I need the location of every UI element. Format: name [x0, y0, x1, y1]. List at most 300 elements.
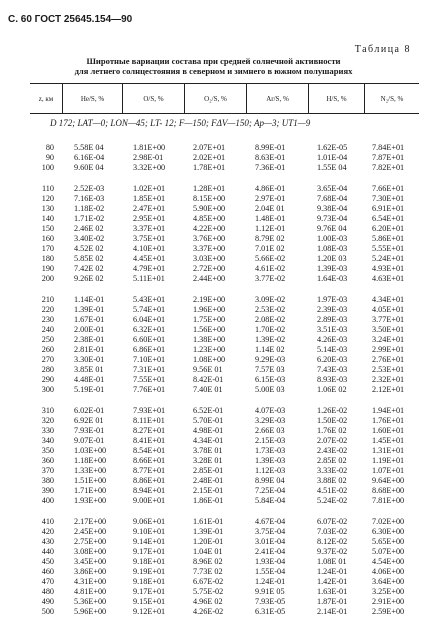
h-cell: 1.62E-05 — [317, 143, 348, 152]
h-cell: 1.26E-02 — [317, 406, 348, 415]
n2-cell: 7.66E+01 — [372, 184, 405, 193]
o2-cell: 1.75E+00 — [193, 315, 226, 324]
table-row — [0, 244, 427, 254]
he-cell: 1.18E-02 — [74, 204, 105, 213]
h-cell: 2.39E-03 — [317, 305, 348, 314]
h-cell: 7.43E-03 — [317, 365, 348, 374]
n2-cell: 6.30E+00 — [372, 527, 405, 536]
o-cell: 4.45E+01 — [133, 254, 166, 263]
table-row — [0, 517, 427, 527]
o-cell: 6.86E+01 — [133, 345, 166, 354]
altitude-cell: 490 — [41, 597, 54, 606]
ar-cell: 3.29E-03 — [255, 416, 286, 425]
o-cell: 3.75E+01 — [133, 234, 166, 243]
o2-cell: 8.96E 02 — [193, 557, 223, 566]
o2-cell: 1.38E+00 — [193, 335, 226, 344]
h-cell: 7.68E-04 — [317, 194, 348, 203]
o-cell: 9.00E+01 — [133, 496, 166, 505]
he-cell: 1.03E+00 — [74, 446, 107, 455]
he-cell: 9.26E 02 — [74, 274, 104, 283]
n2-cell: 3.24E+01 — [372, 335, 405, 344]
ar-cell: 7.25E-04 — [255, 486, 286, 495]
ar-cell: 7.93E-05 — [255, 597, 286, 606]
table-row — [0, 234, 427, 244]
he-cell: 1.33E+00 — [74, 466, 107, 475]
ar-cell: 7.01E 02 — [255, 244, 285, 253]
o-cell: 6.32E+01 — [133, 325, 166, 334]
altitude-cell: 390 — [41, 486, 54, 495]
o2-cell: 1.39E-01 — [193, 527, 224, 536]
o-cell: 1.81E+00 — [133, 143, 166, 152]
o-cell: 3.32E+00 — [133, 163, 166, 172]
h-cell: 1.00E-03 — [317, 234, 348, 243]
o-cell: 8.11E+01 — [133, 416, 165, 425]
o-cell: 5.11E+01 — [133, 274, 165, 283]
ar-cell: 9.29E-03 — [255, 355, 286, 364]
o-cell: 8.86E+01 — [133, 476, 166, 485]
ar-cell: 1.39E-02 — [255, 335, 286, 344]
h-cell: 6.07E-02 — [317, 517, 348, 526]
n2-cell: 4.93E+01 — [372, 264, 405, 273]
altitude-cell: 500 — [41, 607, 54, 616]
ar-cell: 2.41E-04 — [255, 547, 286, 556]
o-cell: 5.43E+01 — [133, 295, 166, 304]
page-header: С. 60 ГОСТ 25645.154—90 — [8, 14, 133, 25]
table-caption — [0, 56, 427, 76]
ar-cell: 7.36E-01 — [255, 163, 286, 172]
he-cell: 3.08E+00 — [74, 547, 107, 556]
he-cell: 5.96E+00 — [74, 607, 107, 616]
o-cell: 8.41E+01 — [133, 436, 166, 445]
o2-cell: 6.67E-02 — [193, 577, 224, 586]
o-cell: 7.10E+01 — [133, 355, 166, 364]
altitude-cell: 100 — [41, 163, 54, 172]
h-cell: 1.39E-03 — [317, 264, 348, 273]
altitude-cell: 270 — [41, 355, 54, 364]
altitude-cell: 240 — [41, 325, 54, 334]
o-cell: 4.79E+01 — [133, 264, 166, 273]
n2-cell: 7.30E+01 — [372, 194, 405, 203]
h-cell: 9.73E-04 — [317, 214, 348, 223]
h-cell: 1.01E-04 — [317, 153, 348, 162]
ar-cell: 4.86E-01 — [255, 184, 286, 193]
table-row — [0, 194, 427, 204]
o-cell: 9.17E+01 — [133, 587, 166, 596]
table-row — [0, 345, 427, 355]
table-row — [0, 406, 427, 416]
n2-cell: 4.05E+01 — [372, 305, 405, 314]
o2-cell: 4.98E-01 — [193, 426, 224, 435]
n2-cell: 5.24E+01 — [372, 254, 405, 263]
header-rule-bottom — [30, 113, 419, 114]
table-row — [0, 597, 427, 607]
o-cell: 9.10E+01 — [133, 527, 166, 536]
table-row — [0, 274, 427, 284]
o-cell: 9.14E+01 — [133, 537, 166, 546]
h-cell: 1.64E-03 — [317, 274, 348, 283]
n2-cell: 2.53E+01 — [372, 365, 405, 374]
he-cell: 1.67E-01 — [74, 315, 105, 324]
o2-cell: 4.26E-02 — [193, 607, 224, 616]
ar-cell: 5.66E-02 — [255, 254, 286, 263]
altitude-cell: 460 — [41, 567, 54, 576]
he-cell: 6.16E-04 — [74, 153, 105, 162]
n2-cell: 2.91E+00 — [372, 597, 405, 606]
altitude-cell: 400 — [41, 496, 54, 505]
o2-cell: 1.86E-01 — [193, 496, 224, 505]
ar-cell: 1.39E-03 — [255, 456, 286, 465]
h-cell: 2.85E 02 — [317, 456, 347, 465]
o2-cell: 5.70E-01 — [193, 416, 224, 425]
n2-cell: 2.12E+01 — [372, 385, 405, 394]
he-cell: 3.86E+00 — [74, 567, 107, 576]
table-row — [0, 184, 427, 194]
he-cell: 7.42E 02 — [74, 264, 104, 273]
altitude-cell: 160 — [41, 234, 54, 243]
n2-cell: 8.68E+00 — [372, 486, 405, 495]
altitude-cell: 90 — [45, 153, 54, 162]
o2-cell: 4.22E+00 — [193, 224, 226, 233]
h-cell: 1.76E 02 — [317, 426, 347, 435]
o-cell: 3.37E+01 — [133, 224, 166, 233]
table-row — [0, 385, 427, 395]
altitude-cell: 120 — [41, 194, 54, 203]
ar-cell: 3.09E-02 — [255, 295, 286, 304]
o2-cell: 8.15E+00 — [193, 194, 226, 203]
h-cell: 1.24E-01 — [317, 567, 348, 576]
table-row — [0, 295, 427, 305]
table-row — [0, 153, 427, 163]
h-cell: 6.20E-03 — [317, 355, 348, 364]
n2-cell: 3.50E+01 — [372, 325, 405, 334]
h-cell: 2.14E-01 — [317, 607, 348, 616]
n2-cell: 5.55E+01 — [372, 244, 405, 253]
n2-cell: 4.54E+00 — [372, 557, 405, 566]
o2-cell: 7.40E 01 — [193, 385, 223, 394]
he-cell: 7.93E-01 — [74, 426, 105, 435]
table-row — [0, 355, 427, 365]
table-row — [0, 446, 427, 456]
he-cell: 2.38E-01 — [74, 335, 105, 344]
o2-cell: 5.90E+00 — [193, 204, 226, 213]
o-cell: 8.94E+01 — [133, 486, 166, 495]
o2-cell: 4.34E-01 — [193, 436, 224, 445]
o2-cell: 2.85E-01 — [193, 466, 224, 475]
h-cell: 8.12E-02 — [317, 537, 348, 546]
he-cell: 4.81E+00 — [74, 587, 107, 596]
o-cell: 9.18E+01 — [133, 557, 166, 566]
h-cell: 1.06E 02 — [317, 385, 347, 394]
he-cell: 1.51E+00 — [74, 476, 107, 485]
o2-cell: 1.61E-01 — [193, 517, 224, 526]
altitude-cell: 220 — [41, 305, 54, 314]
o2-cell: 3.78E 01 — [193, 446, 223, 455]
n2-cell: 4.34E+01 — [372, 295, 405, 304]
table-row — [0, 315, 427, 325]
table-row — [0, 143, 427, 153]
he-cell: 3.40E-02 — [74, 234, 105, 243]
table-row — [0, 204, 427, 214]
altitude-cell: 200 — [41, 274, 54, 283]
altitude-cell: 300 — [41, 385, 54, 394]
row-group — [0, 143, 427, 173]
he-cell: 1.39E-01 — [74, 305, 105, 314]
o-cell: 1.85E+01 — [133, 194, 166, 203]
n2-cell: 1.19E+01 — [372, 456, 405, 465]
n2-cell: 1.60E+01 — [372, 426, 405, 435]
ar-cell: 2.15E-03 — [255, 436, 286, 445]
col-header-n2: N₂/S, % — [364, 84, 419, 113]
ar-cell: 1.93E-04 — [255, 557, 286, 566]
ar-cell: 7.57E 03 — [255, 365, 285, 374]
row-group — [0, 295, 427, 395]
h-cell: 8.93E-03 — [317, 375, 348, 384]
he-cell: 5.36E+00 — [74, 597, 107, 606]
altitude-cell: 130 — [41, 204, 54, 213]
table-row — [0, 375, 427, 385]
col-header-o2: O₂/S, % — [184, 84, 246, 113]
table-row — [0, 254, 427, 264]
ar-cell: 8.99E-01 — [255, 143, 286, 152]
table-body — [0, 143, 427, 628]
table-row — [0, 537, 427, 547]
o2-cell: 2.48E-01 — [193, 476, 224, 485]
ar-cell: 6.31E-05 — [255, 607, 286, 616]
table-row — [0, 587, 427, 597]
ar-cell: 2.04E 01 — [255, 204, 285, 213]
o2-cell: 2.19E+00 — [193, 295, 226, 304]
o-cell: 1.02E+01 — [133, 184, 166, 193]
o-cell: 9.15E+01 — [133, 597, 166, 606]
table-row — [0, 335, 427, 345]
n2-cell: 2.76E+01 — [372, 355, 405, 364]
n2-cell: 1.07E+01 — [372, 466, 405, 475]
n2-cell: 4.06E+00 — [372, 567, 405, 576]
ar-cell: 2.53E-02 — [255, 305, 286, 314]
table-row — [0, 527, 427, 537]
o-cell: 8.66E+01 — [133, 456, 166, 465]
o2-cell: 9.56E 01 — [193, 365, 223, 374]
o-cell: 8.54E+01 — [133, 446, 166, 455]
h-cell: 1.55E 04 — [317, 163, 347, 172]
ar-cell: 3.75E-04 — [255, 527, 286, 536]
caption-line-2: для летнего солнцестояния в северном и зимнего в южном полушариях — [74, 66, 353, 76]
ar-cell: 3.01E-04 — [255, 537, 286, 546]
o2-cell: 1.04E 01 — [193, 547, 223, 556]
n2-cell: 1.94E+01 — [372, 406, 405, 415]
he-cell: 4.48E-01 — [74, 375, 105, 384]
ar-cell: 8.99E 04 — [255, 476, 285, 485]
o-cell: 4.10E+01 — [133, 244, 166, 253]
ar-cell: 8.79E 02 — [255, 234, 285, 243]
table-row — [0, 476, 427, 486]
o2-cell: 3.37E+00 — [193, 244, 226, 253]
h-cell: 1.87E-01 — [317, 597, 348, 606]
ar-cell: 6.15E-03 — [255, 375, 286, 384]
n2-cell: 1.76E+01 — [372, 416, 405, 425]
o2-cell: 7.73E 02 — [193, 567, 223, 576]
altitude-cell: 480 — [41, 587, 54, 596]
table-row — [0, 224, 427, 234]
row-group — [0, 184, 427, 284]
altitude-cell: 380 — [41, 476, 54, 485]
ar-cell: 1.55E-04 — [255, 567, 286, 576]
row-group — [0, 406, 427, 506]
altitude-cell: 210 — [41, 295, 54, 304]
he-cell: 2.45E+00 — [74, 527, 107, 536]
h-cell: 1.20E 03 — [317, 254, 347, 263]
he-cell: 7.16E-03 — [74, 194, 105, 203]
altitude-cell: 310 — [41, 406, 54, 415]
he-cell: 3.85E 01 — [74, 365, 104, 374]
altitude-cell: 170 — [41, 244, 54, 253]
altitude-cell: 450 — [41, 557, 54, 566]
o-cell: 6.60E+01 — [133, 335, 166, 344]
o2-cell: 2.44E+00 — [193, 274, 226, 283]
altitude-cell: 360 — [41, 456, 54, 465]
ar-cell: 2.66E 03 — [255, 426, 285, 435]
n2-cell: 2.32E+01 — [372, 375, 405, 384]
h-cell: 4.51E-02 — [317, 486, 348, 495]
ar-cell: 1.12E-01 — [255, 224, 286, 233]
h-cell: 1.08E-03 — [317, 244, 348, 253]
he-cell: 1.71E-02 — [74, 214, 105, 223]
h-cell: 2.07E-02 — [317, 436, 348, 445]
model-parameters: D 172; LAT—0; LON—45; LT- 12; F—150; FΔV—150; Ap—3; UT1—9 — [50, 118, 311, 128]
h-cell: 2.43E-02 — [317, 446, 348, 455]
o-cell: 7.93E+01 — [133, 406, 166, 415]
table-row — [0, 607, 427, 617]
h-cell: 1.42E-01 — [317, 577, 348, 586]
n2-cell: 9.64E+00 — [372, 476, 405, 485]
table-row — [0, 486, 427, 496]
h-cell: 1.97E-03 — [317, 295, 348, 304]
table-row — [0, 426, 427, 436]
table-row — [0, 163, 427, 173]
o2-cell: 4.96E 02 — [193, 597, 223, 606]
altitude-cell: 330 — [41, 426, 54, 435]
h-cell: 9.37E-02 — [317, 547, 348, 556]
n2-cell: 5.86E+01 — [372, 234, 405, 243]
n2-cell: 5.65E+00 — [372, 537, 405, 546]
he-cell: 3.30E-01 — [74, 355, 105, 364]
col-header-altitude: z, км — [38, 94, 54, 103]
he-cell: 4.52E 02 — [74, 244, 104, 253]
ar-cell: 4.07E-03 — [255, 406, 286, 415]
table-row — [0, 557, 427, 567]
altitude-cell: 440 — [41, 547, 54, 556]
o-cell: 5.74E+01 — [133, 305, 166, 314]
he-cell: 1.93E+00 — [74, 496, 107, 505]
h-cell: 3.65E-04 — [317, 184, 348, 193]
n2-cell: 1.45E+01 — [372, 436, 405, 445]
n2-cell: 3.64E+00 — [372, 577, 405, 586]
o2-cell: 3.28E 01 — [193, 456, 223, 465]
he-cell: 1.18E+00 — [74, 456, 107, 465]
he-cell: 2.52E-03 — [74, 184, 105, 193]
o2-cell: 1.28E+01 — [193, 184, 226, 193]
o-cell: 2.47E+01 — [133, 204, 166, 213]
altitude-cell: 470 — [41, 577, 54, 586]
altitude-cell: 230 — [41, 315, 54, 324]
altitude-cell: 260 — [41, 345, 54, 354]
col-header-he: He/S, % — [62, 84, 122, 113]
o2-cell: 2.07E+01 — [193, 143, 226, 152]
n2-cell: 3.77E+01 — [372, 315, 405, 324]
he-cell: 9.07E-01 — [74, 436, 105, 445]
ar-cell: 1.14E 02 — [255, 345, 285, 354]
he-cell: 9.60E 04 — [74, 163, 104, 172]
h-cell: 1.63E-01 — [317, 587, 348, 596]
n2-cell: 1.31E+01 — [372, 446, 405, 455]
he-cell: 5.58E 04 — [74, 143, 104, 152]
o2-cell: 3.76E+00 — [193, 234, 226, 243]
n2-cell: 4.63E+01 — [372, 274, 405, 283]
he-cell: 2.75E+00 — [74, 537, 107, 546]
table-row — [0, 567, 427, 577]
h-cell: 3.51E-03 — [317, 325, 348, 334]
row-group — [0, 517, 427, 617]
altitude-cell: 190 — [41, 264, 54, 273]
n2-cell: 7.82E+01 — [372, 163, 405, 172]
ar-cell: 1.70E-02 — [255, 325, 286, 334]
he-cell: 6.92E 01 — [74, 416, 104, 425]
altitude-cell: 140 — [41, 214, 54, 223]
o-cell: 7.31E+01 — [133, 365, 166, 374]
n2-cell: 7.02E+00 — [372, 517, 405, 526]
o2-cell: 2.02E+01 — [193, 153, 226, 162]
o2-cell: 1.08E+00 — [193, 355, 226, 364]
he-cell: 1.71E+00 — [74, 486, 107, 495]
h-cell: 3.88E 02 — [317, 476, 347, 485]
n2-cell: 7.84E+01 — [372, 143, 405, 152]
he-cell: 6.02E-01 — [74, 406, 105, 415]
o2-cell: 8.42E-01 — [193, 375, 224, 384]
altitude-cell: 110 — [42, 184, 54, 193]
ar-cell: 1.73E-03 — [255, 446, 286, 455]
table-row — [0, 365, 427, 375]
o2-cell: 1.96E+00 — [193, 305, 226, 314]
table-row — [0, 325, 427, 335]
ar-cell: 8.63E-01 — [255, 153, 286, 162]
ar-cell: 9.91E 05 — [255, 587, 285, 596]
ar-cell: 1.24E-01 — [255, 577, 286, 586]
h-cell: 4.26E-03 — [317, 335, 348, 344]
altitude-cell: 150 — [41, 224, 54, 233]
o-cell: 7.55E+01 — [133, 375, 166, 384]
table-row — [0, 547, 427, 557]
altitude-cell: 350 — [41, 446, 54, 455]
he-cell: 4.31E+00 — [74, 577, 107, 586]
h-cell: 5.24E-02 — [317, 496, 348, 505]
o-cell: 9.19E+01 — [133, 567, 166, 576]
ar-cell: 2.08E-02 — [255, 315, 286, 324]
h-cell: 1.08E 01 — [317, 557, 347, 566]
he-cell: 5.85E 02 — [74, 254, 104, 263]
table-label: Таблица 8 — [354, 44, 411, 55]
altitude-cell: 180 — [41, 254, 54, 263]
table-row — [0, 436, 427, 446]
o2-cell: 5.75E-02 — [193, 587, 224, 596]
n2-cell: 2.99E+01 — [372, 345, 405, 354]
col-header-ar: Ar/S, % — [246, 84, 308, 113]
o-cell: 9.17E+01 — [133, 547, 166, 556]
h-cell: 9.38E-04 — [317, 204, 348, 213]
altitude-cell: 320 — [41, 416, 54, 425]
o-cell: 9.12E+01 — [133, 607, 166, 616]
n2-cell: 6.54E+01 — [372, 214, 405, 223]
table-row — [0, 456, 427, 466]
